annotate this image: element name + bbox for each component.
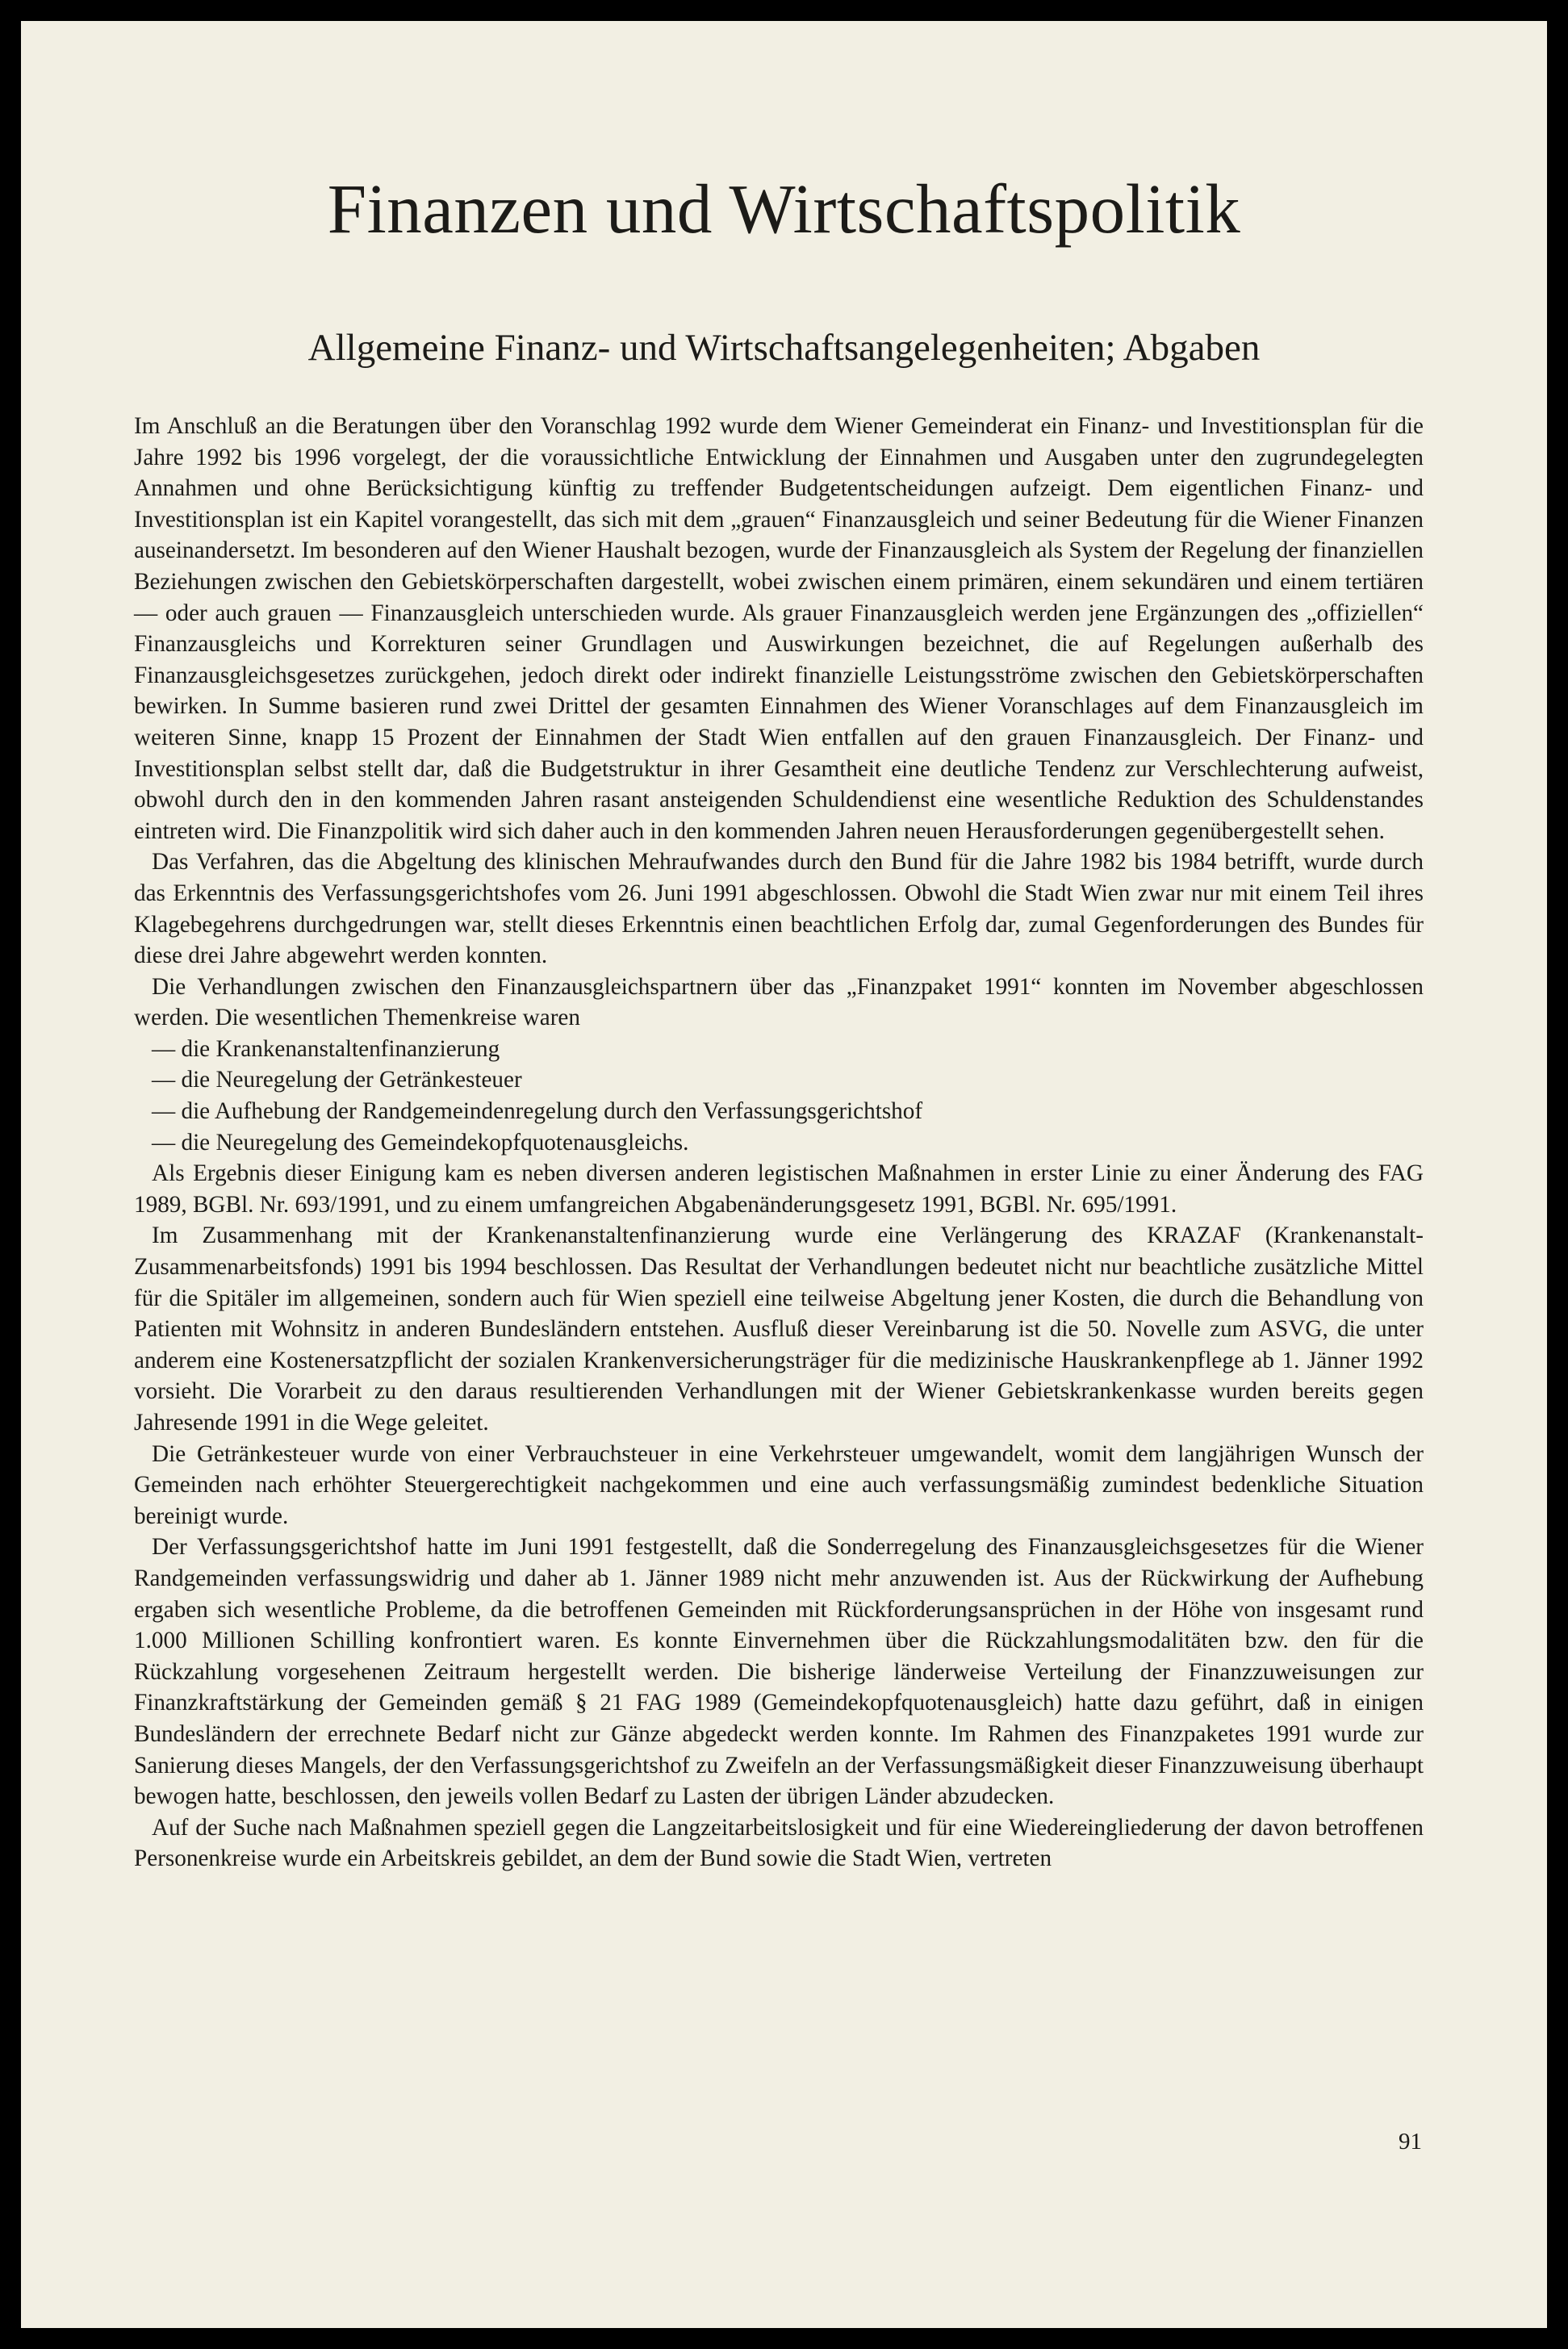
page-title: Finanzen und Wirtschaftspolitik <box>327 169 1241 248</box>
section-heading: Allgemeine Finanz- und Wirtschaftsangelegenheiten; Abgaben <box>307 327 1261 369</box>
paragraph: Im Anschluß an die Beratungen über den Voranschlag 1992 wurde dem Wiener Gemeinderat ein Finanz- und Investitionsplan für die Jahre 1992 bis 1996 vorgelegt, der die voraussichtliche Entwicklung der Einnahmen und Ausgaben unter den zugrundegelegten Annahmen und ohne Berücksichtigung künftig zu treffender Budgetentscheidungen aufzeigt. Dem eigentlichen Finanz- und Investitionsplan ist ein Kapitel vorangestellt, das sich mit dem „grauen“ Finanzausgleich und seiner Bedeutung für die Wiener Finanzen auseinandersetzt. Im besonderen auf den Wiener Haushalt bezogen, wurde der Finanzausgleich als System der Regelung der finanziellen Beziehungen zwischen den Gebietskörperschaften dargestellt, wobei zwischen einem primären, einem sekundären und einem tertiären — oder auch grauen — Finanzausgleich unterschieden wurde. Als grauer Finanzausgleich werden jene Ergänzungen des „offiziellen“ Finanzausgleichs und Korrekturen seiner Grundlagen und Auswirkungen bezeichnet, die auf Regelungen außerhalb des Finanzausgleichsgesetzes zurückgehen, jedoch direkt oder indirekt finanzielle Leistungsströme zwischen den Gebietskörperschaften bewirken. In Summe basieren rund zwei Drittel der gesamten Einnahmen des Wiener Voranschlages auf dem Finanzausgleich im weiteren Sinne, knapp 15 Prozent der Einnahmen der Stadt Wien entfallen auf den grauen Finanzausgleich. Der Finanz- und Investitionsplan selbst stellt dar, daß die Budgetstruktur in ihrer Gesamtheit eine deutliche Tendenz zur Verschlechterung aufweist, obwohl durch den in den kommenden Jahren rasant ansteigenden Schuldendienst eine wesentliche Reduktion des Schuldenstandes eintreten wird. Die Finanzpolitik wird sich daher auch in den kommenden Jahren neuen Herausforderungen gegenübergestellt sehen. <box>134 413 1424 844</box>
paragraph: Im Zusammenhang mit der Krankenanstaltenfinanzierung wurde eine Verlängerung des KRAZAF (Krankenanstalt-Zusammenarbeitsfonds) 1991 bis 1994 beschlossen. Das Resultat der Verhandlungen bedeutet nicht nur beachtliche zusätzliche Mittel für die Spitäler im allgemeinen, sondern auch für Wien speziell eine teilweise Abgeltung jener Kosten, die durch die Behandlung von Patienten mit Wohnsitz in anderen Bundesländern entstehen. Ausfluß dieser Vereinbarung ist die 50. Novelle zum ASVG, die unter anderem eine Kostenersatzpflicht der sozialen Krankenversicherungsträger für die medizinische Hauskrankenpflege ab 1. Jänner 1992 vorsieht. Die Vorarbeit zu den daraus resultierenden Verhandlungen mit der Wiener Gebietskrankenkasse wurden bereits gegen Jahresende 1991 in die Wege geleitet. <box>134 1223 1424 1436</box>
body-text <box>134 411 1424 1875</box>
paragraph: Die Verhandlungen zwischen den Finanzausgleichspartnern über das „Finanzpaket 1991“ konnten im November abgeschlossen werden. Die wesentlichen Themenkreise waren <box>134 973 1424 1031</box>
paragraph: Der Verfassungsgerichtshof hatte im Juni 1991 festgestellt, daß die Sonderregelung des Finanzausgleichsgesetzes für die Wiener Randgemeinden verfassungswidrig und daher ab 1. Jänner 1989 nicht mehr anzuwenden ist. Aus der Rückwirkung der Aufhebung ergaben sich wesentliche Probleme, da die betroffenen Gemeinden mit Rückforderungsansprüchen in der Höhe von insgesamt rund 1.000 Millionen Schilling konfrontiert waren. Es konnte Einvernehmen über die Rückzahlungsmodalitäten bzw. den für die Rückzahlung vorgesehenen Zeitraum hergestellt werden. Die bisherige länderweise Verteilung der Finanzzuweisungen zur Finanzkraftstärkung der Gemeinden gemäß § 21 FAG 1989 (Gemeindekopfquotenausgleich) hatte dazu geführt, daß in einigen Bundesländern der errechnete Bedarf nicht zur Gänze abgedeckt werden konnte. Im Rahmen des Finanzpaketes 1991 wurde zur Sanierung dieses Mangels, der den Verfassungsgerichtshof zu Zweifeln an der Verfassungsmäßigkeit dieser Finanzzuweisung überhaupt bewogen hatte, beschlossen, den jeweils vollen Bedarf zu Lasten der übrigen Länder abzudecken. <box>134 1534 1424 1810</box>
theme-list-item: — die Aufhebung der Randgemeindenregelung durch den Verfassungsgerichtshof <box>152 1098 923 1125</box>
paragraph: Die Getränkesteuer wurde von einer Verbrauchsteuer in eine Verkehrsteuer umgewandelt, womit dem langjährigen Wunsch der Gemeinden nach erhöhter Steuergerechtigkeit nachgekommen und eine auch verfassungsmäßig zumindest bedenkliche Situation bereinigt wurde. <box>134 1440 1424 1529</box>
paragraph: Auf der Suche nach Maßnahmen speziell gegen die Langzeitarbeitslosigkeit und für eine Wiedereingliederung der davon betroffenen Personenkreise wurde ein Arbeitskreis gebildet, an dem der Bund sowie die Stadt Wien, vertreten <box>134 1814 1424 1872</box>
theme-list-item: — die Neuregelung des Gemeindekopfquotenausgleichs. <box>152 1129 689 1156</box>
paragraph: Als Ergebnis dieser Einigung kam es neben diversen anderen legistischen Maßnahmen in erster Linie zu einer Änderung des FAG 1989, BGBl. Nr. 693/1991, und zu einem umfangreichen Abgabenänderungsgesetz 1991, BGBl. Nr. 695/1991. <box>134 1160 1424 1218</box>
theme-list-item: — die Neuregelung der Getränkesteuer <box>152 1067 522 1093</box>
theme-list-item: — die Krankenanstaltenfinanzierung <box>152 1035 500 1062</box>
paragraph: Das Verfahren, das die Abgeltung des klinischen Mehraufwandes durch den Bund für die Jahre 1982 bis 1984 betrifft, wurde durch das Erkenntnis des Verfassungsgerichtshofes vom 26. Juni 1991 abgeschlossen. Obwohl die Stadt Wien zwar nur mit einem Teil ihres Klagebegehrens durchgedrungen war, stellt dieses Erkenntnis einen beachtlichen Erfolg dar, zumal Gegenforderungen des Bundes für diese drei Jahre abgewehrt werden konnten. <box>134 849 1424 969</box>
page-number: 91 <box>1399 2129 1422 2155</box>
document-page <box>21 21 1547 2328</box>
